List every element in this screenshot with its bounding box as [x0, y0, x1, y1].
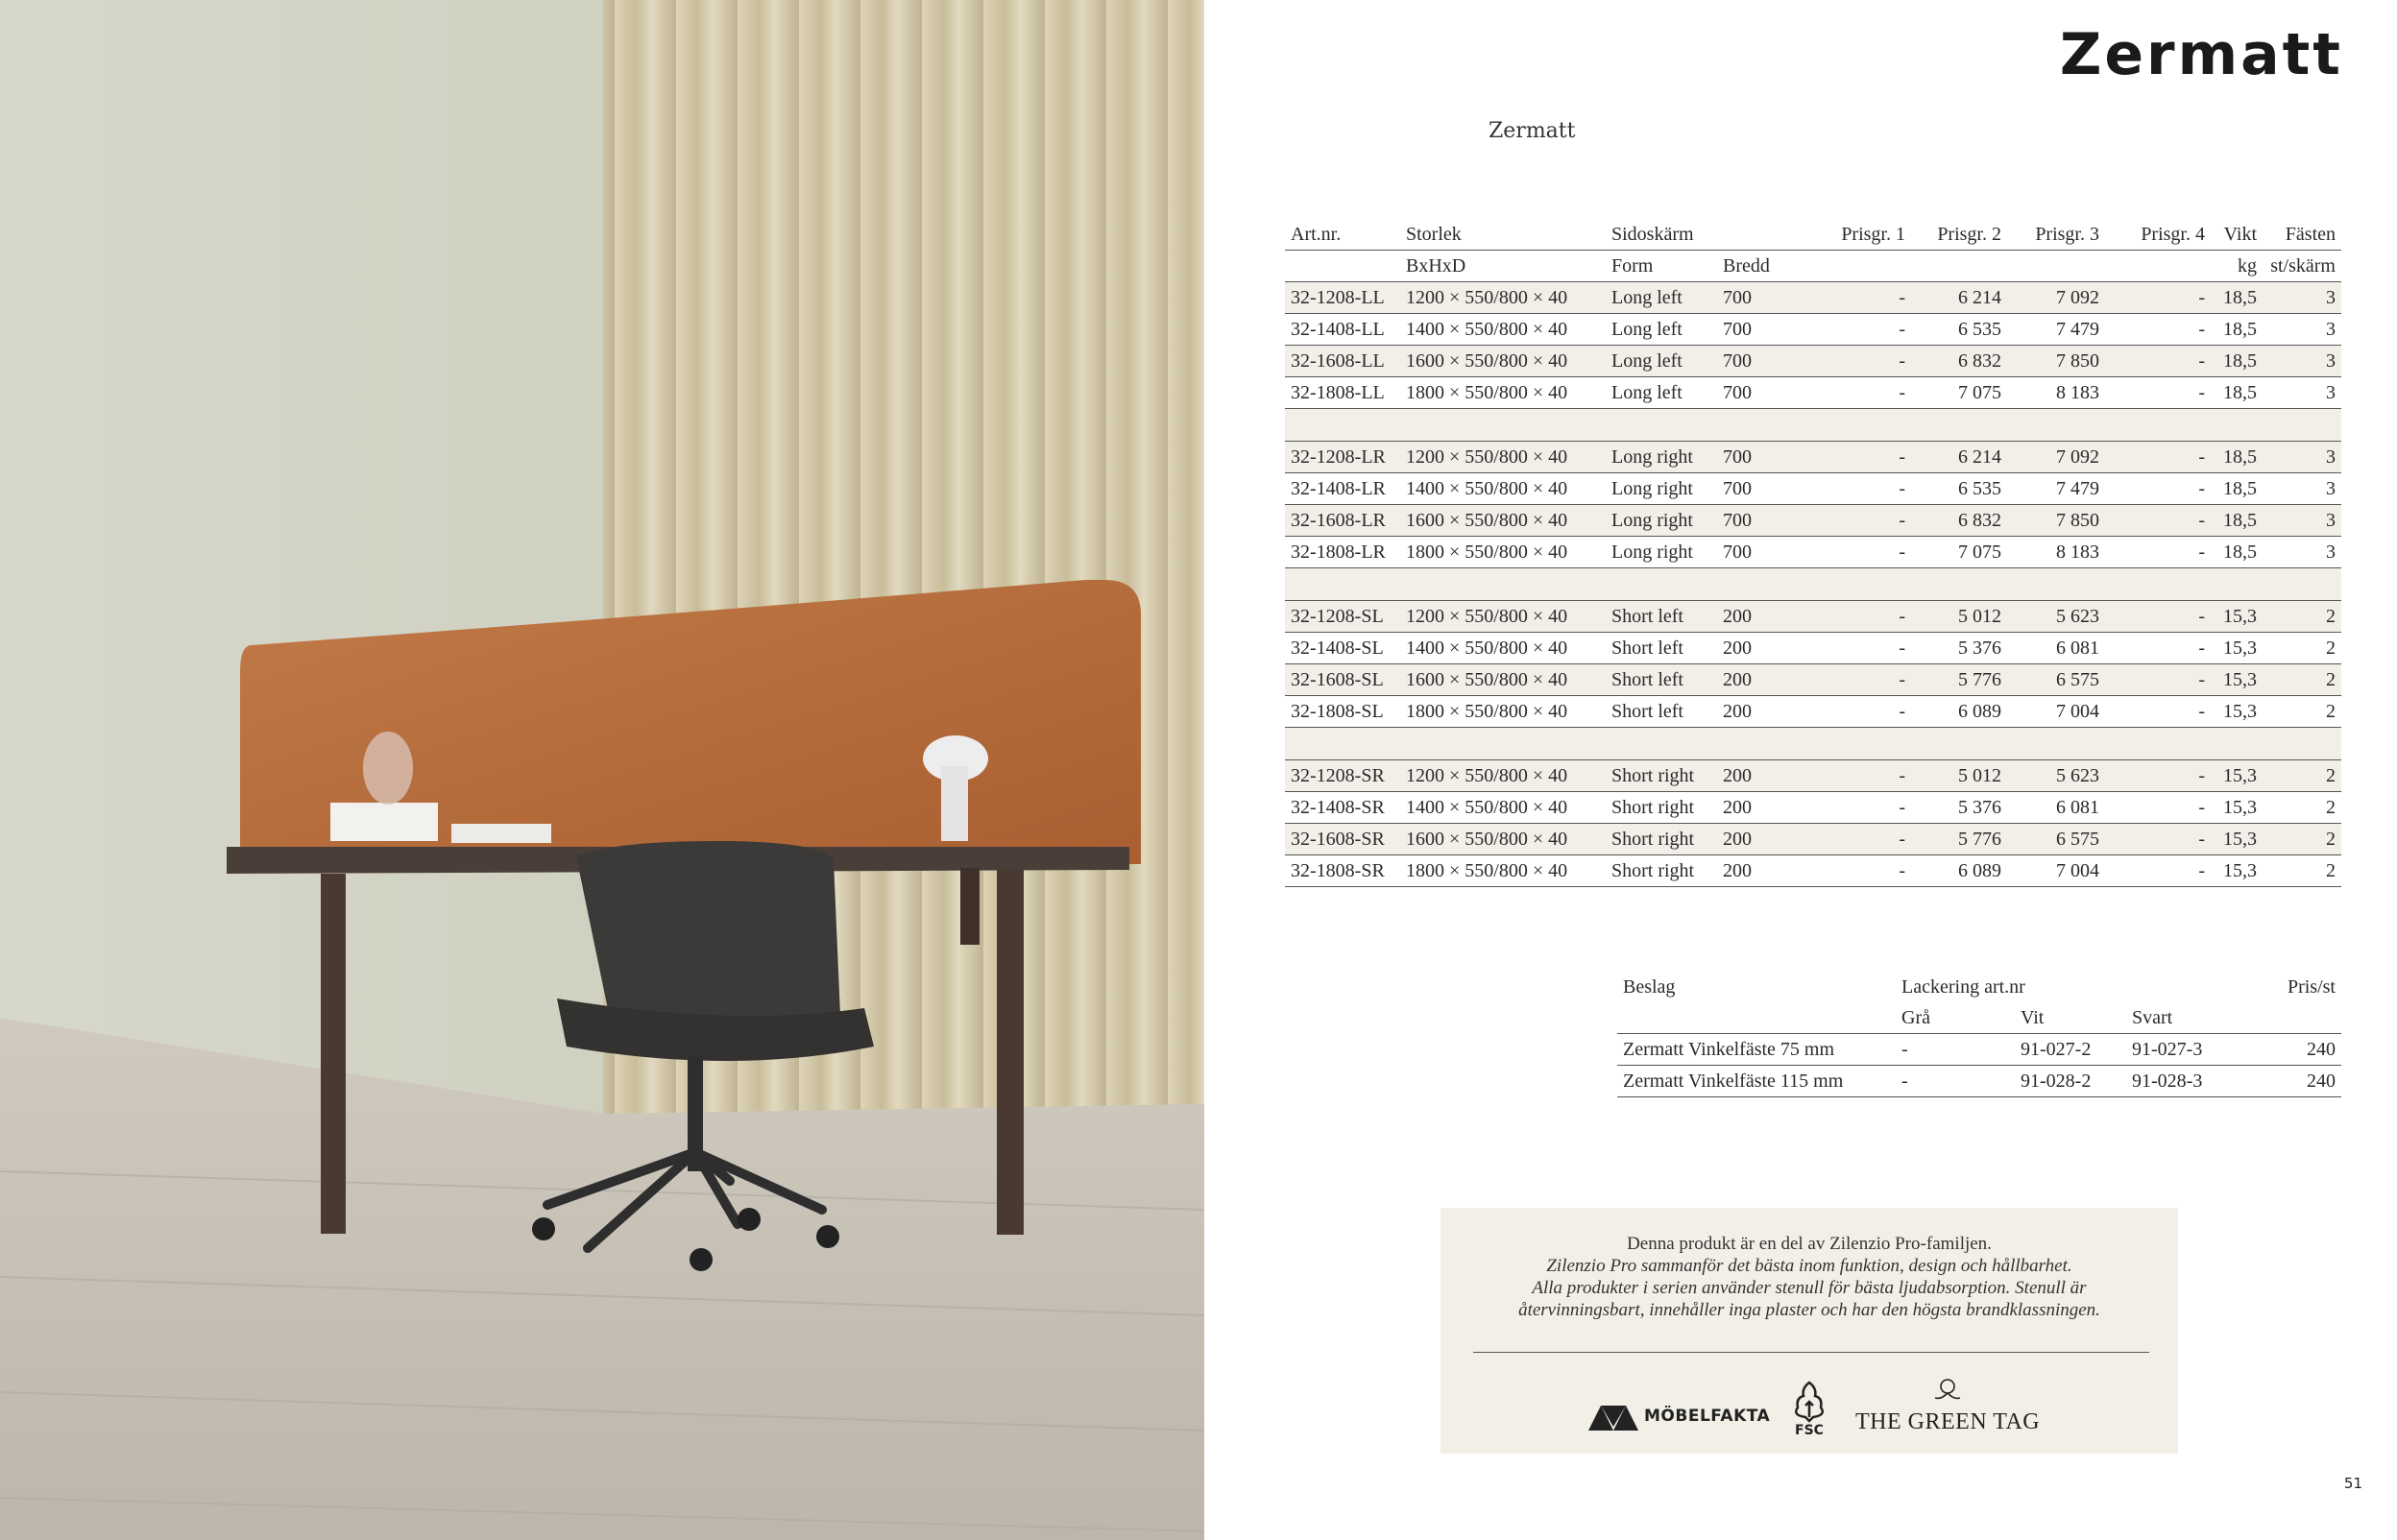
table-cell: 200: [1717, 601, 1805, 633]
table-cell: 7 092: [2007, 442, 2105, 473]
fittings-row: [1617, 1034, 2341, 1066]
table-cell: -: [1805, 346, 1911, 377]
fittings-table: [1617, 972, 2341, 1097]
table-cell: 5 623: [2007, 601, 2105, 633]
table-row: [1285, 537, 2341, 568]
table-cell: 32-1408-LL: [1285, 314, 1400, 346]
table-cell: -: [1805, 505, 1911, 537]
table-cell: 6 535: [1911, 473, 2007, 505]
table-cell: 6 575: [2007, 664, 2105, 696]
fittings-subheader-row: [1617, 1002, 2341, 1034]
table-cell: -: [2105, 633, 2211, 664]
table-cell: 7 004: [2007, 696, 2105, 728]
mobelfakta-icon: [1588, 1402, 1638, 1431]
group-spacer-row: [1285, 728, 2341, 760]
table-cell: 32-1408-SR: [1285, 792, 1400, 824]
table-cell: 6 081: [2007, 633, 2105, 664]
table-cell: 18,5: [2211, 282, 2263, 314]
table-row: [1285, 760, 2341, 792]
table-cell: -: [2105, 346, 2211, 377]
table-cell: Short right: [1606, 792, 1717, 824]
sub-svart: Svart: [2126, 1002, 2232, 1034]
table-cell: 200: [1717, 855, 1805, 887]
info-line: återvinningsbart, innehåller inga plaster och har den högsta brandklassningen.: [1518, 1300, 2100, 1320]
table-cell: Long left: [1606, 377, 1717, 409]
table-cell: 6 089: [1911, 855, 2007, 887]
table-row: [1285, 346, 2341, 377]
group-spacer-row: [1285, 409, 2341, 442]
col-artnr: Art.nr.: [1285, 219, 1400, 251]
table-cell: 200: [1717, 792, 1805, 824]
table-cell: Long right: [1606, 442, 1717, 473]
col-beslag: Beslag: [1623, 975, 1676, 998]
sub-blank: [1617, 1002, 1896, 1034]
table-cell: Long right: [1606, 505, 1717, 537]
table-cell: 6 535: [1911, 314, 2007, 346]
table-cell: 200: [1717, 633, 1805, 664]
table-cell: 7 479: [2007, 473, 2105, 505]
table-cell: 1200 × 550/800 × 40: [1400, 601, 1606, 633]
table-cell: 32-1208-LR: [1285, 442, 1400, 473]
table-cell: 32-1808-SL: [1285, 696, 1400, 728]
table-row: [1285, 314, 2341, 346]
table-cell: 2: [2263, 664, 2341, 696]
sub-blank: [2105, 251, 2211, 282]
green-tag-logo: [1855, 1377, 2040, 1435]
table-cell: -: [1805, 601, 1911, 633]
table-row: [1285, 473, 2341, 505]
sub-blank: [1285, 251, 1400, 282]
table-cell: 18,5: [2211, 346, 2263, 377]
table-cell: 3: [2263, 314, 2341, 346]
table-cell: 5 376: [1911, 792, 2007, 824]
table-cell: -: [1805, 314, 1911, 346]
table-cell: 1800 × 550/800 × 40: [1400, 377, 1606, 409]
table-cell: Long right: [1606, 537, 1717, 568]
table-cell: -: [2105, 282, 2211, 314]
table-cell: 5 776: [1911, 664, 2007, 696]
table-cell: 91-028-2: [2015, 1066, 2126, 1097]
table-cell: -: [2105, 664, 2211, 696]
table-cell: -: [2105, 855, 2211, 887]
table-cell: 15,3: [2211, 601, 2263, 633]
table-cell: 2: [2263, 792, 2341, 824]
spacer-cell: [1285, 568, 2341, 601]
table-cell: 6 832: [1911, 346, 2007, 377]
table-cell: -: [1805, 696, 1911, 728]
table-cell: -: [2105, 505, 2211, 537]
sub-bredd: Bredd: [1717, 251, 1805, 282]
table-cell: 700: [1717, 505, 1805, 537]
green-tag-icon: [1931, 1377, 1964, 1406]
fittings-header-row: [1617, 972, 2341, 1002]
table-cell: 15,3: [2211, 664, 2263, 696]
table-cell: 1400 × 550/800 × 40: [1400, 633, 1606, 664]
info-box: [1441, 1208, 2178, 1454]
fsc-logo: [1782, 1379, 1836, 1438]
sub-blank: [2232, 1002, 2341, 1034]
sub-blank: [1805, 251, 1911, 282]
table-cell: Long left: [1606, 282, 1717, 314]
table-cell: 5 376: [1911, 633, 2007, 664]
table-cell: 6 832: [1911, 505, 2007, 537]
table-cell: 5 012: [1911, 760, 2007, 792]
table-cell: 200: [1717, 760, 1805, 792]
table-cell: 700: [1717, 346, 1805, 377]
table-cell: -: [2105, 601, 2211, 633]
table-cell: 1200 × 550/800 × 40: [1400, 282, 1606, 314]
table-cell: 91-027-3: [2126, 1034, 2232, 1066]
table-cell: Zermatt Vinkelfäste 75 mm: [1617, 1034, 1896, 1066]
table-cell: -: [1805, 792, 1911, 824]
table-row: [1285, 664, 2341, 696]
table-row: [1285, 792, 2341, 824]
table-row: [1285, 633, 2341, 664]
table-cell: 700: [1717, 377, 1805, 409]
table-cell: 18,5: [2211, 473, 2263, 505]
col-storlek: Storlek: [1400, 219, 1606, 251]
table-cell: 7 092: [2007, 282, 2105, 314]
table-cell: 1400 × 550/800 × 40: [1400, 314, 1606, 346]
table-cell: -: [2105, 537, 2211, 568]
table-cell: 5 776: [1911, 824, 2007, 855]
table-cell: 32-1408-LR: [1285, 473, 1400, 505]
table-row: [1285, 377, 2341, 409]
table-row: [1285, 824, 2341, 855]
brand-title: Zermatt: [2059, 21, 2343, 88]
table-cell: -: [1805, 282, 1911, 314]
table-cell: 700: [1717, 282, 1805, 314]
col-vikt: Vikt: [2211, 219, 2263, 251]
certification-logos: [1441, 1369, 2178, 1446]
table-cell: 8 183: [2007, 377, 2105, 409]
sub-gra: Grå: [1896, 1002, 2015, 1034]
table-cell: Short left: [1606, 664, 1717, 696]
table-cell: 32-1608-SL: [1285, 664, 1400, 696]
table-cell: -: [2105, 377, 2211, 409]
table-cell: 240: [2232, 1034, 2341, 1066]
table-row: [1285, 855, 2341, 887]
table-row: [1285, 601, 2341, 633]
col-lackering: Lackering art.nr: [1901, 975, 2025, 998]
table-cell: 8 183: [2007, 537, 2105, 568]
table-cell: 2: [2263, 760, 2341, 792]
table-cell: -: [2105, 442, 2211, 473]
sub-blank: [1911, 251, 2007, 282]
table-cell: 15,3: [2211, 633, 2263, 664]
table-cell: -: [2105, 824, 2211, 855]
table-cell: 15,3: [2211, 792, 2263, 824]
table-cell: 6 214: [1911, 282, 2007, 314]
table-cell: Short left: [1606, 633, 1717, 664]
table-cell: 1400 × 550/800 × 40: [1400, 792, 1606, 824]
table-cell: Zermatt Vinkelfäste 115 mm: [1617, 1066, 1896, 1097]
table-cell: 7 479: [2007, 314, 2105, 346]
col-blank: [1717, 219, 1805, 251]
table-cell: 18,5: [2211, 505, 2263, 537]
green-tag-label: THE GREEN TAG: [1855, 1409, 2041, 1434]
info-text: [1441, 1233, 2178, 1321]
table-cell: 91-028-3: [2126, 1066, 2232, 1097]
table-cell: 32-1408-SL: [1285, 633, 1400, 664]
table-cell: Short right: [1606, 855, 1717, 887]
table-cell: -: [1805, 855, 1911, 887]
table-cell: 3: [2263, 377, 2341, 409]
divider: [1473, 1352, 2149, 1353]
table-row: [1285, 282, 2341, 314]
fittings-row: [1617, 1066, 2341, 1097]
product-subtitle: Zermatt: [1489, 119, 1576, 143]
sub-st-skarm: st/skärm: [2263, 251, 2341, 282]
table-cell: 1600 × 550/800 × 40: [1400, 505, 1606, 537]
table-cell: 18,5: [2211, 442, 2263, 473]
table-cell: 700: [1717, 442, 1805, 473]
fsc-label: FSC: [1795, 1423, 1824, 1438]
table-cell: -: [2105, 760, 2211, 792]
table-cell: 1800 × 550/800 × 40: [1400, 855, 1606, 887]
spacer-cell: [1285, 409, 2341, 442]
table-cell: 2: [2263, 633, 2341, 664]
table-cell: 15,3: [2211, 824, 2263, 855]
table-cell: 7 850: [2007, 505, 2105, 537]
table-cell: 5 623: [2007, 760, 2105, 792]
table-cell: 32-1208-SR: [1285, 760, 1400, 792]
table-row: [1285, 505, 2341, 537]
table-cell: 200: [1717, 664, 1805, 696]
table-cell: 3: [2263, 346, 2341, 377]
table-cell: 3: [2263, 442, 2341, 473]
table-cell: 1600 × 550/800 × 40: [1400, 346, 1606, 377]
col-fasten: Fästen: [2263, 219, 2341, 251]
table-cell: 3: [2263, 282, 2341, 314]
table-cell: -: [2105, 792, 2211, 824]
table-cell: 32-1808-SR: [1285, 855, 1400, 887]
table-cell: Short right: [1606, 824, 1717, 855]
table-cell: -: [1896, 1034, 2015, 1066]
table-cell: 2: [2263, 696, 2341, 728]
col-prisgr1: Prisgr. 1: [1805, 219, 1911, 251]
table-cell: 2: [2263, 824, 2341, 855]
table-cell: -: [1805, 633, 1911, 664]
table-cell: 200: [1717, 824, 1805, 855]
table-cell: 32-1608-LR: [1285, 505, 1400, 537]
col-pris-st: Pris/st: [2287, 975, 2336, 998]
col-prisgr3: Prisgr. 3: [2007, 219, 2105, 251]
table-cell: Short left: [1606, 601, 1717, 633]
table-cell: -: [1805, 473, 1911, 505]
table-cell: -: [1805, 824, 1911, 855]
sub-blank: [2007, 251, 2105, 282]
table-cell: 7 004: [2007, 855, 2105, 887]
table-cell: 6 575: [2007, 824, 2105, 855]
table-cell: 3: [2263, 473, 2341, 505]
col-prisgr4: Prisgr. 4: [2105, 219, 2211, 251]
table-cell: 32-1608-SR: [1285, 824, 1400, 855]
col-sidoskarm: Sidoskärm: [1606, 219, 1717, 251]
table-cell: Long left: [1606, 346, 1717, 377]
table-cell: 240: [2232, 1066, 2341, 1097]
table-cell: -: [2105, 696, 2211, 728]
table-cell: 7 850: [2007, 346, 2105, 377]
mobelfakta-logo: [1588, 1402, 1770, 1431]
sub-kg: kg: [2211, 251, 2263, 282]
table-cell: 700: [1717, 314, 1805, 346]
table-cell: -: [1805, 760, 1911, 792]
table-cell: 5 012: [1911, 601, 2007, 633]
sub-vit: Vit: [2015, 1002, 2126, 1034]
fsc-tree-icon: [1784, 1379, 1834, 1423]
table-cell: 200: [1717, 696, 1805, 728]
table-row: [1285, 442, 2341, 473]
table-cell: 3: [2263, 537, 2341, 568]
table-cell: 700: [1717, 473, 1805, 505]
table-cell: 1800 × 550/800 × 40: [1400, 537, 1606, 568]
col-prisgr2: Prisgr. 2: [1911, 219, 2007, 251]
table-cell: Long right: [1606, 473, 1717, 505]
table-cell: 2: [2263, 601, 2341, 633]
table-cell: -: [1805, 664, 1911, 696]
table-header-row: [1285, 219, 2341, 251]
info-line: Alla produkter i serien använder stenull för bästa ljudabsorption. Stenull är: [1532, 1278, 2087, 1298]
table-cell: 1600 × 550/800 × 40: [1400, 664, 1606, 696]
page-number: 51: [2343, 1475, 2362, 1492]
table-cell: 6 214: [1911, 442, 2007, 473]
table-cell: 32-1208-SL: [1285, 601, 1400, 633]
table-cell: 18,5: [2211, 314, 2263, 346]
mobelfakta-label: MÖBELFAKTA: [1644, 1407, 1771, 1426]
table-cell: 1200 × 550/800 × 40: [1400, 760, 1606, 792]
table-row: [1285, 696, 2341, 728]
table-cell: 7 075: [1911, 537, 2007, 568]
info-line: Denna produkt är en del av Zilenzio Pro-familjen.: [1627, 1234, 1992, 1254]
table-cell: 700: [1717, 537, 1805, 568]
table-cell: 32-1808-LR: [1285, 537, 1400, 568]
table-cell: 32-1608-LL: [1285, 346, 1400, 377]
table-cell: 15,3: [2211, 760, 2263, 792]
group-spacer-row: [1285, 568, 2341, 601]
table-cell: 6 081: [2007, 792, 2105, 824]
table-cell: 2: [2263, 855, 2341, 887]
info-line: Zilenzio Pro sammanför det bästa inom funktion, design och hållbarhet.: [1546, 1256, 2072, 1276]
table-cell: 1400 × 550/800 × 40: [1400, 473, 1606, 505]
table-cell: -: [1805, 442, 1911, 473]
table-cell: Short right: [1606, 760, 1717, 792]
table-subheader-row: [1285, 251, 2341, 282]
table-cell: 1800 × 550/800 × 40: [1400, 696, 1606, 728]
table-cell: 3: [2263, 505, 2341, 537]
table-cell: 32-1208-LL: [1285, 282, 1400, 314]
table-cell: -: [2105, 314, 2211, 346]
table-cell: 18,5: [2211, 377, 2263, 409]
sub-bxhxd: BxHxD: [1400, 251, 1606, 282]
table-cell: 1600 × 550/800 × 40: [1400, 824, 1606, 855]
table-cell: Long left: [1606, 314, 1717, 346]
table-cell: -: [1896, 1066, 2015, 1097]
table-cell: Short left: [1606, 696, 1717, 728]
table-cell: -: [1805, 377, 1911, 409]
table-cell: -: [1805, 537, 1911, 568]
table-cell: 1200 × 550/800 × 40: [1400, 442, 1606, 473]
table-cell: 91-027-2: [2015, 1034, 2126, 1066]
table-cell: 32-1808-LL: [1285, 377, 1400, 409]
spacer-cell: [1285, 728, 2341, 760]
table-cell: 15,3: [2211, 855, 2263, 887]
table-cell: -: [2105, 473, 2211, 505]
sub-form: Form: [1606, 251, 1717, 282]
price-table: [1285, 219, 2341, 887]
table-cell: 7 075: [1911, 377, 2007, 409]
table-cell: 18,5: [2211, 537, 2263, 568]
table-cell: 15,3: [2211, 696, 2263, 728]
table-cell: 6 089: [1911, 696, 2007, 728]
